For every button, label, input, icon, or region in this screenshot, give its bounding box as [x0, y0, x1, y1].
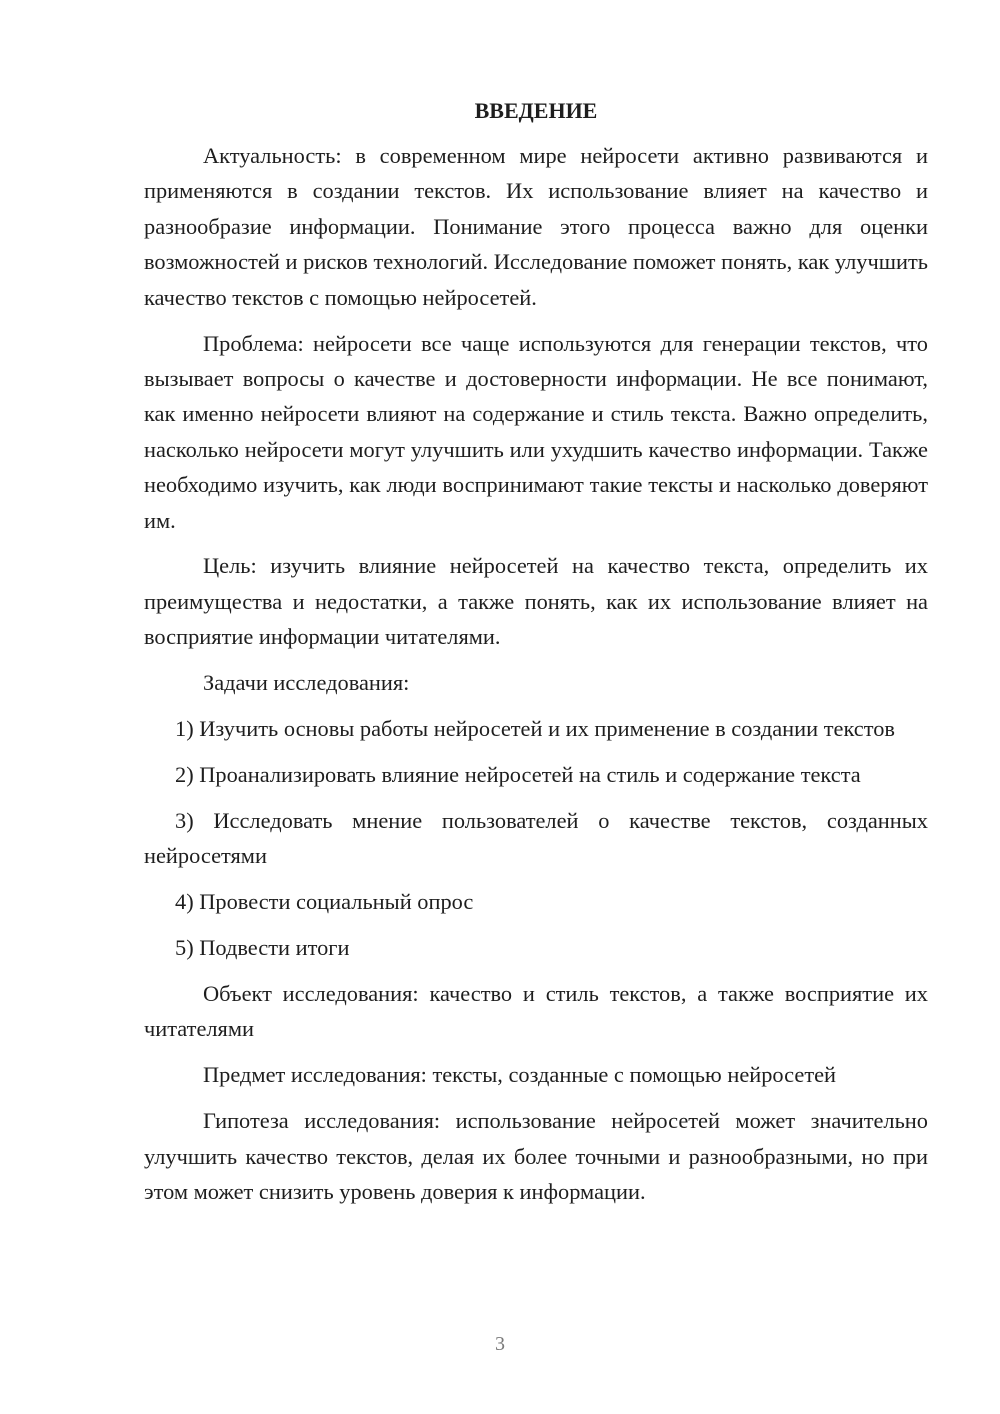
- task-item-1: 1) Изучить основы работы нейросетей и их применение в создании текстов: [175, 716, 895, 742]
- task-item-2: 2) Проанализировать влияние нейросетей на стиль и содержание текста: [175, 762, 861, 787]
- tasks-heading: Задачи исследования:: [203, 670, 410, 696]
- document-page: [144, 94, 928, 1220]
- relevance-paragraph: Актуальность: в современном мире нейросети активно развиваются и применяются в создании текстов. Их использование влияет на качество и разнообразие информации. Понимание этого процесса важно для оценки возможностей и рисков технологий. Исследование поможет понять, как улучшить качество текстов с помощью нейросетей.: [144, 143, 928, 310]
- problem-paragraph: Проблема: нейросети все чаще используются для генерации текстов, что вызывает вопросы о качестве и достоверности информации. Не все понимают, как именно нейросети влияют на содержание и стиль текста. Важно определить, насколько нейросети могут улучшить или ухудшить качество информации. Также необходимо изучить, как люди воспринимают такие тексты и насколько доверяют им.: [144, 330, 928, 533]
- task-item-5: 5) Подвести итоги: [175, 935, 350, 961]
- object-paragraph: Объект исследования: качество и стиль текстов, а также восприятие их читателями: [144, 981, 928, 1042]
- subject-paragraph: Предмет исследования: тексты, созданные с помощью нейросетей: [203, 1062, 837, 1088]
- task-item-3: 3) Исследовать мнение пользователей о качестве текстов, созданных нейросетями: [144, 807, 928, 869]
- hypothesis-paragraph: Гипотеза исследования: использование нейросетей может значительно улучшить качество текстов, делая их более точными и разнообразными, но при этом может снизить уровень доверия к информации.: [144, 1108, 928, 1205]
- task-item-4: 4) Провести социальный опрос: [175, 889, 474, 915]
- page-title: ВВЕДЕНИЕ: [474, 98, 598, 123]
- goal-paragraph: Цель: изучить влияние нейросетей на качество текста, определить их преимущества и недостатки, а также понять, как их использование влияет на восприятие информации читателями.: [144, 553, 928, 650]
- page-number: 3: [495, 1333, 505, 1355]
